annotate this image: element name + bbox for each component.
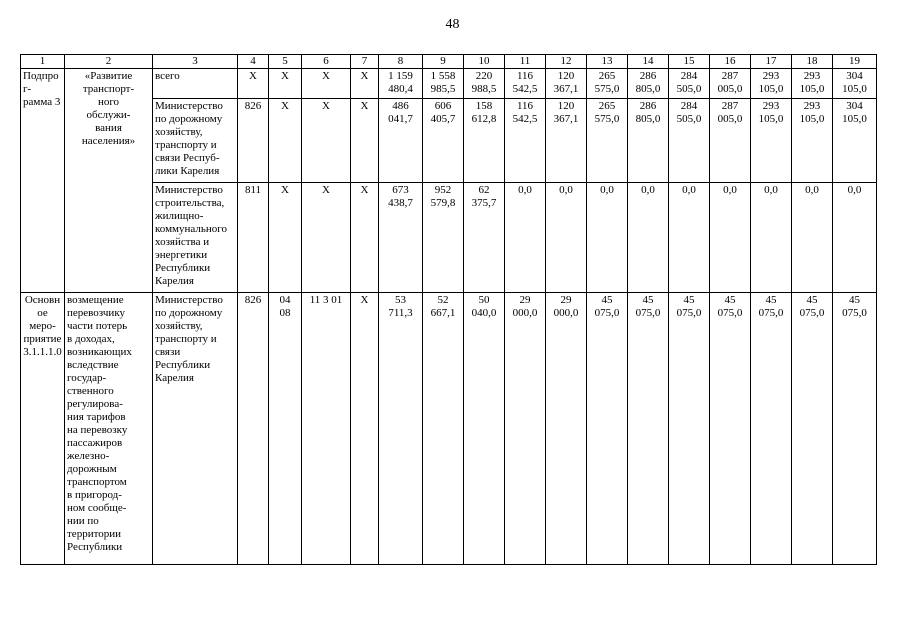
value-cell: 265 575,0	[587, 99, 628, 183]
rzpr-cell: X	[269, 69, 302, 99]
col-number: 18	[792, 55, 833, 69]
value-cell: 120 367,1	[546, 69, 587, 99]
value-cell: 120 367,1	[546, 99, 587, 183]
value-cell: 0,0	[751, 183, 792, 293]
value-cell: 0,0	[669, 183, 710, 293]
value-cell: 45 075,0	[792, 293, 833, 565]
value-cell: 0,0	[833, 183, 877, 293]
value-cell: 29 000,0	[546, 293, 587, 565]
col-number: 15	[669, 55, 710, 69]
value-cell: 265 575,0	[587, 69, 628, 99]
value-cell: 286 805,0	[628, 69, 669, 99]
value-cell: 1 558 985,5	[423, 69, 464, 99]
value-cell: 158 612,8	[464, 99, 505, 183]
value-cell: 62 375,7	[464, 183, 505, 293]
column-number-row	[21, 55, 877, 69]
rzpr-cell: X	[269, 183, 302, 293]
value-cell: 45 075,0	[628, 293, 669, 565]
measure-code-cell: Основное меро- приятие 3.1.1.1.0	[21, 293, 65, 565]
page-number: 48	[445, 17, 460, 32]
value-cell: 52 667,1	[423, 293, 464, 565]
value-cell: 287 005,0	[710, 69, 751, 99]
value-cell: 606 405,7	[423, 99, 464, 183]
value-cell: 952 579,8	[423, 183, 464, 293]
csr-cell: X	[302, 69, 351, 99]
table-row	[21, 69, 877, 99]
grbs-cell: 826	[238, 293, 269, 565]
value-cell: 0,0	[710, 183, 751, 293]
value-cell: 0,0	[587, 183, 628, 293]
col-number: 16	[710, 55, 751, 69]
value-cell: 0,0	[546, 183, 587, 293]
value-cell: 1 159 480,4	[379, 69, 423, 99]
grbs-cell: 826	[238, 99, 269, 183]
value-cell: 220 988,5	[464, 69, 505, 99]
measure-title-cell: возмещение перевозчику части потерь в доходах, возникающих вследствие государ- ственного регулирова- ния тарифов на перевозку пассажиров железно- дорожным транспортом в пригород- ном сообще- нии по территории Республики	[65, 293, 153, 565]
col-number: 19	[833, 55, 877, 69]
executor-cell: Министерство строительства, жилищно- коммунального хозяйства и энергетики Республики Карелия	[153, 183, 238, 293]
value-cell: 304 105,0	[833, 99, 877, 183]
col-number: 4	[238, 55, 269, 69]
value-cell: 284 505,0	[669, 69, 710, 99]
value-cell: 45 075,0	[833, 293, 877, 565]
value-cell: 50 040,0	[464, 293, 505, 565]
value-cell: 293 105,0	[751, 99, 792, 183]
value-cell: 45 075,0	[710, 293, 751, 565]
value-cell: 293 105,0	[751, 69, 792, 99]
col-number: 3	[153, 55, 238, 69]
col-number: 6	[302, 55, 351, 69]
budget-table	[20, 54, 877, 565]
executor-cell: всего	[153, 69, 238, 99]
col-number: 14	[628, 55, 669, 69]
csr-cell: 11 3 01	[302, 293, 351, 565]
table-row	[21, 293, 877, 565]
executor-cell: Министерство по дорожному хозяйству, транспорту и связи Респуб- лики Карелия	[153, 99, 238, 183]
value-cell: 486 041,7	[379, 99, 423, 183]
value-cell: 116 542,5	[505, 69, 546, 99]
program-code-cell: Подпрог- рамма 3	[21, 69, 65, 293]
value-cell: 293 105,0	[792, 69, 833, 99]
col-number: 12	[546, 55, 587, 69]
col-number: 2	[65, 55, 153, 69]
grbs-cell: X	[238, 69, 269, 99]
value-cell: 0,0	[792, 183, 833, 293]
value-cell: 304 105,0	[833, 69, 877, 99]
value-cell: 45 075,0	[669, 293, 710, 565]
col-number: 13	[587, 55, 628, 69]
value-cell: 293 105,0	[792, 99, 833, 183]
value-cell: 45 075,0	[751, 293, 792, 565]
rzpr-cell: X	[269, 99, 302, 183]
value-cell: 0,0	[505, 183, 546, 293]
col-number: 5	[269, 55, 302, 69]
executor-cell: Министерство по дорожному хозяйству, транспорту и связи Республики Карелия	[153, 293, 238, 565]
value-cell: 284 505,0	[669, 99, 710, 183]
col-number: 10	[464, 55, 505, 69]
grbs-cell: 811	[238, 183, 269, 293]
program-title-cell: «Развитие транспорт- ного обслужи- вания населения»	[65, 69, 153, 293]
rzpr-cell: 04 08	[269, 293, 302, 565]
value-cell: 45 075,0	[587, 293, 628, 565]
vr-cell: X	[351, 183, 379, 293]
col-number: 1	[21, 55, 65, 69]
vr-cell: X	[351, 293, 379, 565]
value-cell: 673 438,7	[379, 183, 423, 293]
col-number: 7	[351, 55, 379, 69]
value-cell: 29 000,0	[505, 293, 546, 565]
value-cell: 0,0	[628, 183, 669, 293]
value-cell: 53 711,3	[379, 293, 423, 565]
vr-cell: X	[351, 69, 379, 99]
col-number: 8	[379, 55, 423, 69]
col-number: 17	[751, 55, 792, 69]
value-cell: 287 005,0	[710, 99, 751, 183]
csr-cell: X	[302, 99, 351, 183]
vr-cell: X	[351, 99, 379, 183]
csr-cell: X	[302, 183, 351, 293]
value-cell: 286 805,0	[628, 99, 669, 183]
col-number: 9	[423, 55, 464, 69]
col-number: 11	[505, 55, 546, 69]
value-cell: 116 542,5	[505, 99, 546, 183]
